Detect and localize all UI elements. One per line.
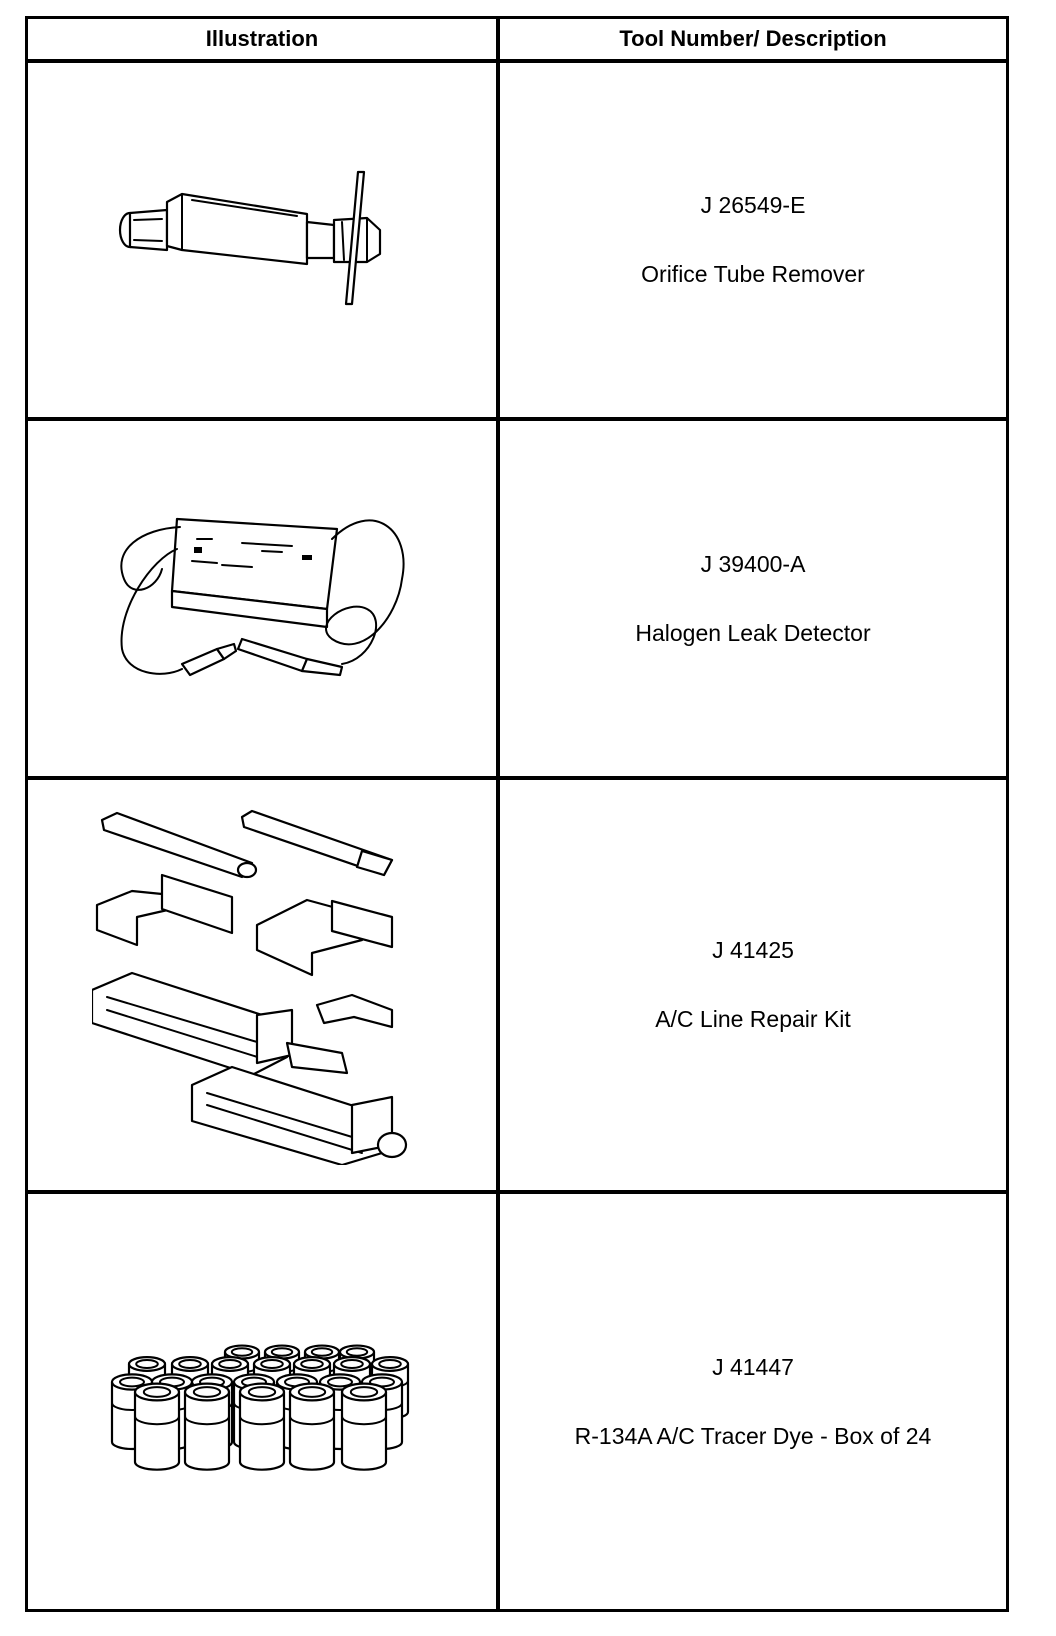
header-tool-description: Tool Number/ Description bbox=[619, 26, 887, 51]
dye-bottle bbox=[185, 1383, 229, 1469]
table-row bbox=[28, 780, 1006, 1190]
dye-bottle bbox=[135, 1383, 179, 1469]
ac-line-repair-kit-illustration bbox=[28, 780, 496, 1190]
table-row bbox=[28, 1194, 1006, 1609]
tool-number: J 26549-E bbox=[700, 192, 806, 218]
dye-bottle bbox=[240, 1383, 284, 1469]
tool-number: J 41447 bbox=[712, 1353, 794, 1380]
tool-number: J 41425 bbox=[712, 937, 794, 963]
tool-table bbox=[25, 16, 1009, 1612]
orifice-tube-remover-illustration bbox=[28, 63, 496, 417]
tool-description: R-134A A/C Tracer Dye - Box of 24 bbox=[574, 1422, 932, 1449]
dye-bottle bbox=[290, 1383, 334, 1469]
tool-description: Halogen Leak Detector bbox=[635, 619, 871, 646]
tracer-dye-box-illustration bbox=[28, 1194, 496, 1609]
tool-description: Orifice Tube Remover bbox=[641, 261, 865, 287]
tool-number: J 39400-A bbox=[700, 550, 806, 577]
halogen-leak-detector-illustration bbox=[28, 421, 496, 776]
table-row bbox=[28, 63, 1006, 417]
tool-description: A/C Line Repair Kit bbox=[655, 1006, 851, 1032]
header-illustration: Illustration bbox=[205, 26, 319, 51]
dye-bottle bbox=[342, 1383, 386, 1469]
table-row bbox=[28, 421, 1006, 776]
